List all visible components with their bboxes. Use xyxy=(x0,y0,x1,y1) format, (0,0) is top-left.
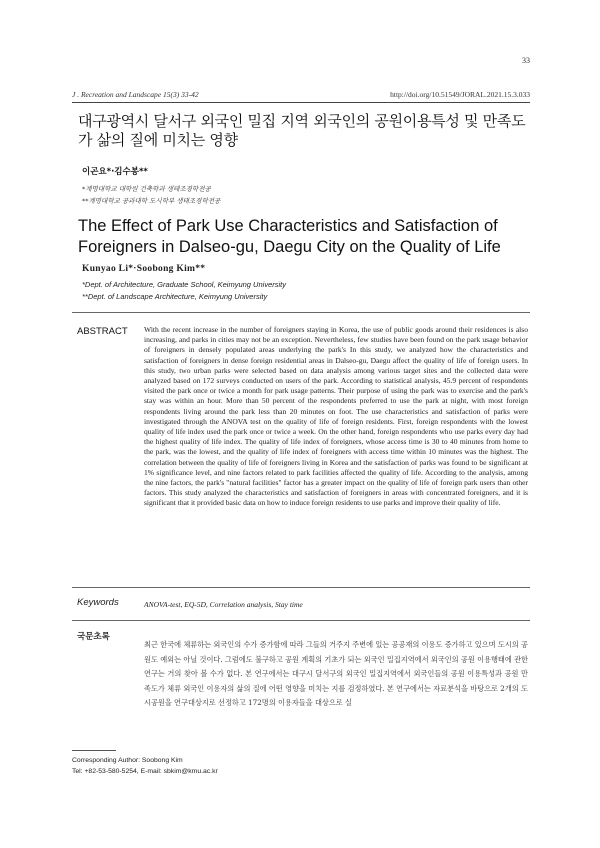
journal-header xyxy=(72,90,530,99)
korean-abstract-body: 최근 한국에 체류하는 외국인의 수가 증가함에 따라 그들의 거주지 주변에 있는 공공재의 이용도 증가하고 있으며 도시의 공원도 예외는 아닐 것이다. 그럼에도 불구하고 공원 계획의 기초가 되는 외국인 밀집지역에서 외국인의 공원 이용행태에 관한 연구는 거의 찾아 볼 수가 없다. 본 연구에서는 대구시 달서구의 외국인 밀집지역에서 외국인들의 공원 이용특성과 공원 만족도가 체류 외국인 이용자의 삶의 질에 어떤 영향을 미치는 지를 검정하였다. 본 연구에서는 자료분석을 바탕으로 2개의 도시공원을 연구대상지로 선정하고 172명의 이용자들을 대상으로 실 xyxy=(144,640,528,708)
korean-abstract-heading: 국문초록 xyxy=(77,632,110,642)
title-english: The Effect of Park Use Characteristics and Satisfaction of Foreigners in Dalseo-gu, Daegu City on the Quality of Life xyxy=(78,217,501,256)
corresponding-author: Corresponding Author: Soobong Kim xyxy=(72,757,183,764)
title-korean: 대구광역시 달서구 외국인 밀집 지역 외국인의 공원이용특성 및 만족도가 삶의 질에 미치는 영향 xyxy=(78,112,526,149)
abstract-heading: ABSTRACT xyxy=(77,326,128,337)
abstract-divider xyxy=(72,312,530,313)
journal-citation: J . Recreation and Landscape 15(3) 33-42 xyxy=(72,90,199,99)
affiliation-korean-2: **계명대학교 공과대학 도시학부 생태조경학전공 xyxy=(82,197,221,205)
header-divider xyxy=(72,102,530,103)
keywords-heading: Keywords xyxy=(77,597,119,608)
authors-english: Kunyao Li*·Soobong Kim** xyxy=(82,264,206,274)
doi-link[interactable]: http://doi.org/10.51549/JORAL.2021.15.3.033 xyxy=(390,90,530,99)
affiliation-english-1: *Dept. of Architecture, Graduate School, Keimyung University xyxy=(82,280,286,289)
keywords-divider-top xyxy=(72,587,530,588)
author-contact: Tel: +82-53-580-5254, E-mail: sbkim@kmu.ac.kr xyxy=(72,768,218,775)
page-number: 33 xyxy=(522,56,530,65)
keywords-list: ANOVA-test, EQ-5D, Correlation analysis, Stay time xyxy=(144,600,303,609)
affiliation-korean-1: *계명대학교 대학원 건축학과 생태조경학전공 xyxy=(82,185,211,193)
footnote-divider xyxy=(72,750,116,751)
authors-korean: 이곤요*·김수봉** xyxy=(82,167,148,177)
affiliation-english-2: **Dept. of Landscape Architecture, Keimyung University xyxy=(82,292,268,301)
abstract-body: With the recent increase in the number of foreigners staying in Korea, the use of public goods around their residences is also increasing, and parks in cities may not be an exception. Nevertheless, few studies have been found on the park usage behavior of foreigners in densely populated areas underlying the park's In this study, we analyzed how the characteristics and satisfaction of foreigners in dense foreign residential areas in Dalseo-gu, Daegu affect the quality of life of foreign users. In this study, two urban parks were selected based on data analysis among various target sites and the collected data were analyzed based on 172 surveys conducted on users of the park. According to statistical analysis, 45.9 percent of respondents visited the park once or twice a month for park usage patterns. Their purpose of using the park was to exercise and the park's stay was within an hour. More than 50 percent of the respondents preferred to use the park at night, with most foreign respondents living around the park less than 20 minutes on foot. The use characteristics and satisfaction of parks were investigated through the ANOVA test on the quality of life of foreign residents. First, foreign respondents with the lowest quality of life index used the park once or twice a week. On the other hand, foreign respondents who use parks every day had the highest quality of life index. The quality of life index of foreigners, whose access time is 30 to 40 minutes from home to the park, was the lowest, and the quality of life index of foreigners with access time within 10 minutes was the highest. The correlation between the quality of life of foreigners living in Korea and the satisfaction of parks was found to be significant at 1% significance level, and nine factors related to park facilities affected the quality of life. According to the analysis, among the nine factors, the park's "natural facilities" factor has a greater impact on the quality of life of foreign park users than other factors. This study analyzed the characteristics and satisfaction of foreigners in areas with concentrated foreigners, and it is significant that it provided basic data on how to induce foreign residents to use parks and improve their quality of life. xyxy=(144,325,528,508)
keywords-divider-bottom xyxy=(72,620,530,621)
